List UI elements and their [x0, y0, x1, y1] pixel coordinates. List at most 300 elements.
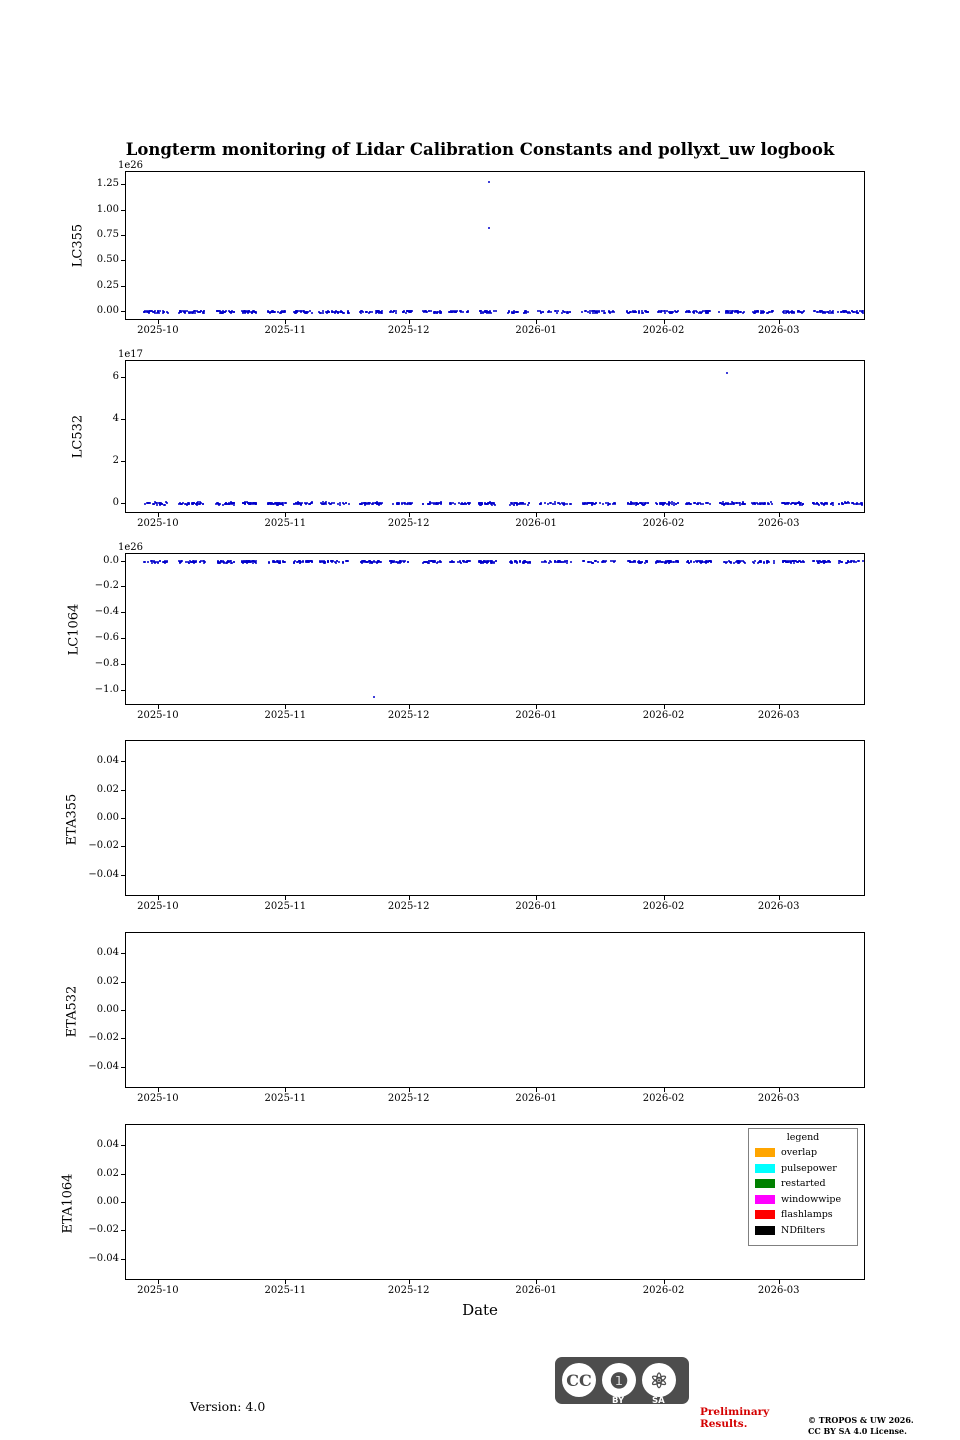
data-point [495, 310, 497, 312]
data-point [273, 311, 275, 313]
data-point [803, 310, 805, 312]
ytick-label: 0.00 [96, 1196, 119, 1207]
data-point [233, 504, 235, 506]
data-point [194, 310, 196, 312]
xtick-label: 2025-12 [387, 1285, 430, 1296]
ytick-label: 0.0 [103, 554, 119, 566]
data-point [592, 502, 594, 504]
data-point [857, 560, 859, 562]
data-point [725, 312, 727, 314]
data-point [513, 310, 515, 312]
data-point [516, 504, 518, 506]
data-point [527, 562, 529, 564]
data-point [786, 502, 788, 504]
ytick-mark [121, 761, 125, 762]
data-point [820, 310, 822, 312]
data-point [167, 312, 169, 314]
data-point [739, 504, 741, 506]
data-point [852, 502, 854, 504]
data-point [817, 561, 819, 563]
data-point [763, 503, 765, 505]
data-point-outlier [488, 227, 490, 229]
data-point [194, 312, 196, 314]
data-point [242, 502, 244, 504]
ytick-mark [121, 286, 125, 287]
xtick-label: 2026-03 [757, 710, 800, 721]
ytick-label: 0.02 [96, 783, 119, 795]
data-point [846, 502, 848, 504]
data-point [252, 502, 254, 504]
data-point [832, 502, 834, 504]
data-point [799, 504, 801, 506]
data-point [550, 502, 552, 504]
data-point [756, 502, 758, 504]
data-point [672, 561, 674, 563]
xtick-mark [158, 320, 159, 324]
plot-panel-lc355 [125, 171, 865, 320]
data-point [583, 560, 585, 562]
xtick-mark [158, 1088, 159, 1092]
xtick-label: 2025-11 [264, 1285, 307, 1296]
data-point [439, 561, 441, 563]
xtick-label: 2026-03 [757, 325, 800, 336]
data-point [848, 561, 850, 563]
xtick-label: 2026-01 [515, 710, 557, 721]
ytick-mark [121, 612, 125, 613]
data-point [838, 560, 840, 562]
data-point [255, 311, 257, 313]
data-point [348, 503, 350, 505]
data-point [191, 561, 193, 563]
ytick-label: −0.8 [94, 657, 119, 669]
xaxis-label: Date [462, 1301, 498, 1319]
data-point [693, 561, 695, 563]
data-point [862, 312, 864, 314]
legend-item-ndfilters[interactable] [755, 1223, 851, 1239]
data-point [644, 503, 646, 505]
data-point [862, 560, 864, 562]
ytick-mark [121, 1010, 125, 1011]
data-point [587, 561, 589, 563]
data-point [322, 312, 324, 314]
ytick-label: 0.00 [96, 812, 119, 823]
ytick-mark [121, 311, 125, 312]
data-point [422, 503, 424, 505]
xtick-label: 2026-02 [642, 325, 685, 336]
legend-label: pulsepower [781, 1162, 837, 1174]
data-point [827, 311, 829, 313]
data-point [465, 561, 467, 563]
data-point [782, 561, 784, 563]
data-point [507, 312, 509, 314]
xtick-label: 2025-11 [264, 901, 307, 912]
xtick-mark [779, 896, 780, 900]
ytick-label: 0 [112, 496, 119, 508]
data-point [163, 504, 165, 506]
data-point [433, 560, 435, 562]
data-point [196, 502, 198, 504]
xtick-label: 2026-01 [515, 518, 557, 529]
copyright-line-2: CC BY SA 4.0 License. [808, 1425, 907, 1436]
data-point [742, 312, 744, 314]
ytick-label: 6 [112, 370, 119, 382]
xtick-mark [158, 896, 159, 900]
data-point [697, 503, 699, 505]
legend-item-pulsepower[interactable] [755, 1161, 851, 1177]
data-point [689, 311, 691, 313]
xtick-label: 2026-02 [642, 710, 685, 721]
ytick-label: 4 [112, 412, 119, 424]
data-point [493, 562, 495, 564]
data-point [599, 502, 601, 504]
xtick-mark [285, 896, 286, 900]
data-point [149, 502, 151, 504]
data-point [333, 502, 335, 504]
data-point [156, 504, 158, 506]
plot-area-lc1064 [126, 554, 864, 704]
data-point [550, 311, 552, 313]
xtick-label: 2026-03 [757, 518, 800, 529]
ylabel-eta1064: ETA1064 [60, 1173, 76, 1234]
data-point [293, 561, 295, 563]
data-point [440, 312, 442, 314]
xtick-label: 2025-10 [137, 710, 179, 721]
xtick-mark [536, 513, 537, 517]
data-point [659, 503, 661, 505]
legend-item-flashlamps[interactable] [755, 1207, 851, 1223]
cc-by-label: BY [612, 1396, 625, 1406]
legend-swatch-icon [755, 1148, 775, 1157]
data-point [402, 311, 404, 313]
data-point [641, 561, 643, 563]
plot-panel-eta355 [125, 740, 865, 896]
ytick-label: 2 [112, 454, 119, 466]
data-point [676, 560, 678, 562]
data-point [431, 502, 433, 504]
ytick-label: 0.00 [96, 304, 119, 316]
data-point [342, 561, 344, 563]
ytick-label: 0.04 [96, 947, 119, 959]
data-point [466, 311, 468, 313]
xtick-mark [409, 513, 410, 517]
data-point [331, 560, 333, 562]
data-point [589, 502, 591, 504]
ytick-mark [121, 461, 125, 462]
by-person-icon: ❶ [602, 1363, 636, 1397]
data-point [339, 504, 341, 506]
data-point [744, 503, 746, 505]
data-point [785, 312, 787, 314]
ytick-mark [121, 235, 125, 236]
data-point [633, 311, 635, 313]
xtick-mark [664, 896, 665, 900]
data-point [343, 312, 345, 314]
creative-commons-badge [555, 1357, 689, 1404]
ytick-mark [121, 638, 125, 639]
data-point [543, 561, 545, 563]
xtick-label: 2025-10 [137, 1093, 179, 1104]
data-point [595, 502, 597, 504]
ytick-mark [121, 210, 125, 211]
plot-area-eta532 [126, 933, 864, 1087]
exponent-lc532: 1e17 [118, 349, 144, 360]
xtick-mark [158, 1280, 159, 1284]
data-point [405, 312, 407, 314]
data-point [664, 562, 666, 564]
data-point [513, 312, 515, 314]
data-point [409, 502, 411, 504]
data-point [311, 312, 313, 314]
data-point [295, 503, 297, 505]
xtick-mark [664, 513, 665, 517]
xtick-mark [285, 705, 286, 709]
legend-swatch-icon [755, 1226, 775, 1235]
data-point [700, 503, 702, 505]
data-point [634, 561, 636, 563]
xtick-label: 2025-11 [264, 325, 307, 336]
data-point [338, 561, 340, 563]
data-point [428, 562, 430, 564]
data-point [605, 560, 607, 562]
version-text: Version: 4.0 [190, 1399, 266, 1414]
data-point [690, 503, 692, 505]
data-point [147, 561, 149, 563]
legend-label: overlap [781, 1147, 818, 1159]
data-point-outlier [726, 372, 728, 374]
data-point [668, 504, 670, 506]
data-point [581, 311, 583, 313]
data-point [185, 561, 187, 563]
data-point [241, 561, 243, 563]
xtick-mark [158, 705, 159, 709]
xtick-mark [409, 705, 410, 709]
plot-area-lc355 [126, 172, 864, 319]
xtick-label: 2025-10 [137, 325, 179, 336]
data-point [753, 502, 755, 504]
data-point [482, 562, 484, 564]
data-point [592, 312, 594, 314]
exponent-lc1064: 1e26 [118, 542, 144, 553]
plot-panel-lc1064 [125, 553, 865, 705]
data-point [424, 561, 426, 563]
data-point [151, 560, 153, 562]
xtick-label: 2026-03 [757, 1285, 800, 1296]
data-point [360, 561, 362, 563]
copyright-line-1: © TROPOS & UW 2026. [808, 1415, 914, 1425]
data-point [562, 310, 564, 312]
data-point [592, 562, 594, 564]
data-point [345, 502, 347, 504]
ytick-mark [121, 875, 125, 876]
data-point [222, 504, 224, 506]
xtick-mark [158, 513, 159, 517]
legend-title: legend [786, 1132, 820, 1143]
data-point [630, 503, 632, 505]
data-point [462, 311, 464, 313]
data-point [837, 311, 839, 313]
legend-swatch-icon [755, 1195, 775, 1204]
xtick-mark [664, 1280, 665, 1284]
data-point [430, 310, 432, 312]
ytick-mark [121, 586, 125, 587]
data-point [582, 503, 584, 505]
preliminary-results-notice [700, 1406, 769, 1430]
xtick-label: 2025-12 [387, 901, 430, 912]
data-point [813, 310, 815, 312]
ylabel-eta355: ETA355 [64, 793, 80, 846]
data-point [364, 504, 366, 506]
data-point [274, 561, 276, 563]
ytick-mark [121, 1174, 125, 1175]
legend-swatch-icon [755, 1164, 775, 1173]
legend-label: windowwipe [781, 1193, 842, 1205]
ytick-label: 1.25 [96, 178, 119, 190]
data-point [609, 503, 611, 505]
data-point [267, 503, 269, 505]
data-point [542, 311, 544, 313]
xtick-mark [536, 705, 537, 709]
cc-icon: CC [562, 1363, 596, 1397]
data-point-outlier [373, 696, 375, 698]
xtick-label: 2025-11 [264, 518, 307, 529]
xtick-label: 2025-10 [137, 1285, 179, 1296]
data-point [647, 311, 649, 313]
data-point [454, 503, 456, 505]
xtick-label: 2026-02 [642, 518, 685, 529]
data-point [329, 503, 331, 505]
data-point [602, 503, 604, 505]
data-point [279, 561, 281, 563]
page-title: Longterm monitoring of Lidar Calibration Constants and pollyxt_uw logbook [125, 140, 835, 159]
exponent-lc355: 1e26 [118, 160, 144, 171]
data-point [848, 502, 850, 504]
xtick-label: 2026-02 [642, 1093, 685, 1104]
data-point [398, 561, 400, 563]
data-point [695, 310, 697, 312]
data-point [685, 311, 687, 313]
legend-label: NDfilters [781, 1224, 826, 1236]
data-point [157, 562, 159, 564]
legend-label: restarted [781, 1178, 826, 1190]
xtick-label: 2025-11 [264, 1093, 307, 1104]
data-point [371, 503, 373, 505]
ytick-label: −0.02 [88, 1032, 119, 1044]
data-point [768, 561, 770, 563]
data-point [495, 560, 497, 562]
data-point [677, 310, 679, 312]
xtick-label: 2025-12 [387, 518, 430, 529]
preliminary-line-2: Results. [700, 1418, 748, 1430]
ytick-mark [121, 690, 125, 691]
data-point [285, 502, 287, 504]
data-point [225, 503, 227, 505]
legend-rows [755, 1145, 851, 1238]
ytick-mark [121, 1230, 125, 1231]
data-point [693, 312, 695, 314]
data-point [230, 562, 232, 564]
data-point [407, 561, 409, 563]
data-point [404, 560, 406, 562]
ytick-label: 0.02 [96, 975, 119, 987]
xtick-label: 2026-03 [757, 1093, 800, 1104]
data-point [247, 312, 249, 314]
data-point [603, 312, 605, 314]
xtick-label: 2026-02 [642, 901, 685, 912]
data-point [802, 561, 804, 563]
data-point [455, 311, 457, 313]
preliminary-line-1: Preliminary [700, 1406, 770, 1418]
data-point [730, 562, 732, 564]
data-point [800, 561, 802, 563]
data-point [225, 310, 227, 312]
data-point [392, 503, 394, 505]
ytick-mark [121, 184, 125, 185]
data-point [203, 312, 205, 314]
data-point [826, 503, 828, 505]
data-point [327, 560, 329, 562]
cc-sa-label: SA [652, 1396, 665, 1406]
legend-label: flashlamps [781, 1209, 833, 1221]
legend-swatch-icon [755, 1179, 775, 1188]
data-point [395, 310, 397, 312]
xtick-mark [664, 320, 665, 324]
data-point [661, 310, 663, 312]
data-point [771, 311, 773, 313]
data-point [567, 311, 569, 313]
data-point [375, 502, 377, 504]
xtick-label: 2025-12 [387, 710, 430, 721]
xtick-mark [664, 705, 665, 709]
data-point [233, 561, 235, 563]
data-point [771, 503, 773, 505]
data-point [217, 503, 219, 505]
data-point [802, 503, 804, 505]
data-point [544, 502, 546, 504]
legend-item-restarted[interactable] [755, 1176, 851, 1192]
data-point [731, 312, 733, 314]
legend-item-overlap[interactable] [755, 1145, 851, 1161]
data-point [702, 561, 704, 563]
data-point [311, 502, 313, 504]
data-point [677, 502, 679, 504]
data-point [490, 503, 492, 505]
data-point [279, 503, 281, 505]
ytick-label: 0.50 [96, 254, 119, 266]
xtick-mark [536, 1088, 537, 1092]
legend-swatch-icon [755, 1210, 775, 1219]
data-point [527, 311, 529, 313]
xtick-mark [285, 1088, 286, 1092]
xtick-label: 2026-01 [515, 1093, 557, 1104]
sa-share-alike-icon: ⚛ [642, 1363, 676, 1397]
xtick-mark [409, 896, 410, 900]
data-point [760, 561, 762, 563]
ytick-mark [121, 1067, 125, 1068]
ytick-mark [121, 953, 125, 954]
data-point [440, 502, 442, 504]
xtick-label: 2025-12 [387, 325, 430, 336]
legend-item-windowwipe[interactable] [755, 1192, 851, 1208]
data-point [381, 312, 383, 314]
data-point [838, 562, 840, 564]
data-point [363, 560, 365, 562]
data-point [673, 504, 675, 506]
data-point [760, 503, 762, 505]
data-point [390, 562, 392, 564]
data-point [857, 312, 859, 314]
data-point [841, 561, 843, 563]
data-point [308, 503, 310, 505]
